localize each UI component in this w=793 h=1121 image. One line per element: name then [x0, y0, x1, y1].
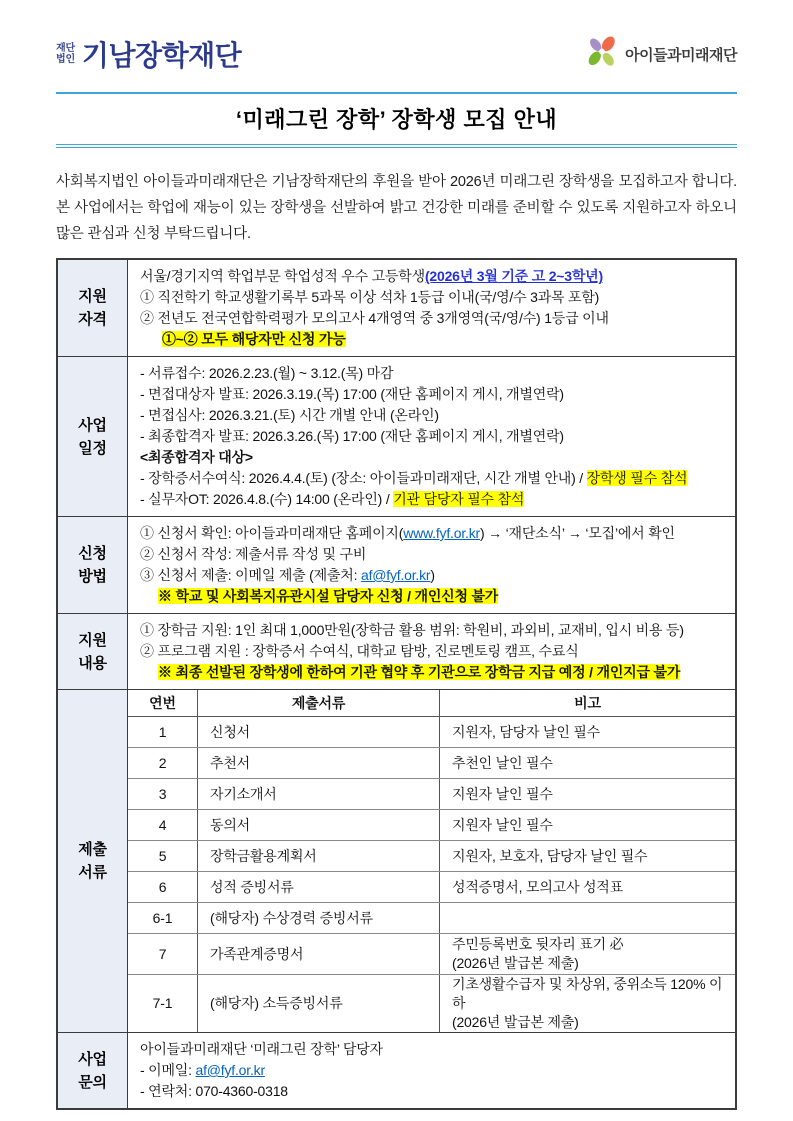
document-row: [128, 748, 735, 779]
doc-no: 7: [128, 934, 198, 974]
row-support: [58, 614, 735, 690]
apply-text: ① 신청서 확인: 아이들과미래재단 홈페이지(: [140, 525, 404, 541]
page-title: ‘미래그린 장학’ 장학생 모집 안내: [235, 107, 558, 132]
label-line: 사업: [78, 1050, 107, 1068]
support-content: [128, 614, 735, 689]
schedule-item: - 최종합격자 발표: 2026.3.26.(목) 17:00 (재단 홈페이지 게시, 개별연락): [140, 428, 564, 444]
doc-name: 신청서: [198, 717, 440, 747]
doc-note: 지원자 날인 필수: [452, 816, 553, 833]
document-row: [128, 717, 735, 748]
eligibility-note: [140, 329, 725, 350]
doc-note-line: 주민등록번호 뒷자리 표기 必: [452, 936, 624, 952]
label-documents: [58, 690, 128, 1032]
doc-no: 3: [128, 779, 198, 809]
intro-paragraph: 사회복지법인 아이들과미래재단은 기남장학재단의 후원을 받아 2026년 미래그린 장학생을 모집하고자 합니다. 본 사업에서는 학업에 재능이 있는 장학생을 선발하여 밝고 건강한 미래를 준비할 수 있도록 지원하고자 하오니 많은 관심과 신청 부탁드립니다.: [56, 174, 737, 242]
contact-title: 아이들과미래재단 ‘미래그린 장학’ 담당자: [140, 1041, 383, 1057]
schedule-item: - 서류접수: 2026.2.23.(월) ~ 3.12.(목) 마감: [140, 365, 394, 381]
documents-header-row: [128, 690, 735, 717]
website-link[interactable]: www.fyf.or.kr: [403, 525, 480, 541]
contact-email-link[interactable]: af@fyf.or.kr: [195, 1062, 265, 1078]
doc-no: 2: [128, 748, 198, 778]
flower-icon: [584, 34, 620, 75]
label-line: 서류: [78, 864, 107, 881]
eligibility-item-2: ② 전년도 전국연합학력평가 모의고사 4개영역 중 3개영역(국/영/수) 1등급 이내: [140, 310, 609, 326]
doc-name: 추천서: [198, 748, 440, 778]
doc-no: 4: [128, 810, 198, 840]
ginam-foundation-wordmark: 기남장학재단: [81, 40, 242, 71]
schedule-text: - 장학증서수여식: 2026.4.4.(토) (장소: 아이들과미래재단, 시간 개별 안내) /: [140, 470, 587, 486]
schedule-highlight: 기관 담당자 필수 참석: [393, 491, 525, 507]
support-item-1: ① 장학금 지원: 1인 최대 1,000만원(장학금 활용 범위: 학원비, 과외비, 교재비, 입시 비용 등): [140, 622, 684, 638]
eligibility-note-highlight: ①~② 모두 해당자만 신청 가능: [162, 331, 346, 347]
col-header-note: 비고: [574, 694, 601, 711]
doc-note: [440, 903, 735, 933]
label-line: 자격: [78, 311, 107, 328]
apply-step-1: [140, 523, 725, 544]
row-apply-method: [58, 517, 735, 614]
col-header-no: 연번: [128, 690, 198, 716]
doc-note-line: (2026년 발급본 제출): [452, 955, 579, 971]
apply-text: ) → ‘재단소식’ → ‘모집’에서 확인: [479, 525, 675, 541]
email-link[interactable]: af@fyf.or.kr: [361, 567, 431, 583]
doc-note: 지원자, 보호자, 담당자 날인 필수: [452, 847, 648, 864]
children-future-foundation-logo: [584, 34, 737, 75]
schedule-highlight: 장학생 필수 참석: [586, 470, 688, 486]
documents-table: [128, 690, 735, 1032]
doc-name: 장학금활용계획서: [198, 841, 440, 871]
row-contact: [58, 1033, 735, 1108]
logo-prefix-bottom: 법인: [56, 54, 75, 65]
label-contact: [58, 1033, 128, 1108]
doc-note-line: (2026년 발급본 제출): [452, 1014, 579, 1030]
doc-note: [440, 975, 735, 1032]
apply-step-3: [140, 565, 725, 586]
document-row: [128, 934, 735, 975]
contact-content: [128, 1033, 735, 1108]
label-line: 내용: [78, 654, 107, 672]
doc-name: 성적 증빙서류: [198, 872, 440, 902]
schedule-item-ot: [140, 489, 725, 510]
doc-note: 성적증명서, 모의고사 성적표: [452, 878, 623, 895]
document-row: [128, 975, 735, 1032]
document-row: [128, 872, 735, 903]
label-line: 지원: [78, 631, 107, 649]
label-support: [58, 614, 128, 689]
apply-step-2: ② 신청서 작성: 제출서류 작성 및 구비: [140, 546, 367, 562]
logo-prefix-top: 재단: [56, 43, 75, 54]
contact-text: - 이메일:: [140, 1062, 196, 1078]
doc-no: 6: [128, 872, 198, 902]
schedule-content: [128, 357, 735, 516]
label-apply-method: [58, 517, 128, 613]
document-row: [128, 779, 735, 810]
page-header: [0, 0, 793, 78]
doc-no: 7-1: [128, 975, 198, 1032]
eligibility-text: 서울/경기지역 학업부문 학업성적 우수 고등학생: [140, 268, 425, 284]
row-eligibility: [58, 260, 735, 357]
contact-email-line: [140, 1060, 725, 1081]
schedule-item: - 면접대상자 발표: 2026.3.19.(목) 17:00 (재단 홈페이지 게시, 개별연락): [140, 386, 564, 402]
label-line: 지원: [78, 288, 107, 305]
document-row: [128, 810, 735, 841]
doc-note: 지원자, 담당자 날인 필수: [452, 723, 600, 740]
eligibility-line-1: [140, 266, 725, 287]
support-item-2: ② 프로그램 지원 : 장학증서 수여식, 대학교 탐방, 진로멘토링 캠프, 수료식: [140, 643, 579, 659]
doc-name: 동의서: [198, 810, 440, 840]
eligibility-item-1: ① 직전학기 학교생활기록부 5과목 이상 석차 1등급 이내(국/영/수 3과목 포함): [140, 289, 600, 305]
children-future-foundation-wordmark: 아이들과미래재단: [625, 46, 737, 64]
documents-content: [128, 690, 735, 1032]
label-line: 제출: [78, 841, 107, 858]
doc-name: 가족관계증명서: [198, 934, 440, 974]
schedule-item-ceremony: [140, 468, 725, 489]
schedule-item: - 면접심사: 2026.3.21.(토) 시간 개별 안내 (온라인): [140, 407, 439, 423]
support-note: [140, 662, 725, 683]
title-block: [56, 92, 737, 148]
doc-note: 추천인 날인 필수: [452, 754, 553, 771]
apply-note-highlight: ※ 학교 및 사회복지유관시설 담당자 신청 / 개인신청 불가: [158, 588, 499, 604]
apply-text: ③ 신청서 제출: 이메일 제출 (제출처:: [140, 567, 361, 583]
doc-name: (해당자) 소득증빙서류: [198, 975, 440, 1032]
document-row: [128, 841, 735, 872]
eligibility-grade-emphasis: (2026년 3월 기준 고 2~3학년): [424, 268, 603, 284]
label-schedule: [58, 357, 128, 516]
doc-no: 6-1: [128, 903, 198, 933]
label-line: 방법: [78, 568, 107, 585]
logo-prefix: [56, 43, 75, 65]
doc-note: 지원자 날인 필수: [452, 785, 553, 802]
col-header-doc: 제출서류: [198, 690, 440, 716]
doc-no: 5: [128, 841, 198, 871]
label-line: 문의: [78, 1073, 107, 1091]
row-documents: [58, 690, 735, 1033]
contact-phone: - 연락처: 070-4360-0318: [140, 1083, 288, 1099]
row-schedule: [58, 357, 735, 517]
label-line: 일정: [78, 439, 107, 457]
doc-note-line: 기초생활수급자 및 차상위, 중위소득 120% 이하: [452, 976, 723, 1011]
doc-no: 1: [128, 717, 198, 747]
apply-text: ): [430, 567, 435, 583]
apply-method-content: [128, 517, 735, 613]
title-rule-bottom: [56, 144, 737, 148]
doc-name: (해당자) 수상경력 증빙서류: [198, 903, 440, 933]
doc-name: 자기소개서: [198, 779, 440, 809]
support-note-highlight: ※ 최종 선발된 장학생에 한하여 기관 협약 후 기관으로 장학금 지급 예정 / 개인지급 불가: [158, 664, 681, 680]
label-eligibility: [58, 260, 128, 356]
doc-note: [440, 934, 735, 974]
schedule-text: - 실무자OT: 2026.4.8.(수) 14:00 (온라인) /: [140, 491, 394, 507]
label-line: 사업: [78, 416, 107, 434]
apply-note: [140, 586, 725, 607]
notice-table: [56, 258, 737, 1110]
schedule-subheading: <최종합격자 대상>: [140, 449, 253, 465]
label-line: 신청: [78, 545, 107, 562]
eligibility-content: [128, 260, 735, 356]
document-row: [128, 903, 735, 934]
ginam-foundation-logo: [56, 34, 241, 74]
